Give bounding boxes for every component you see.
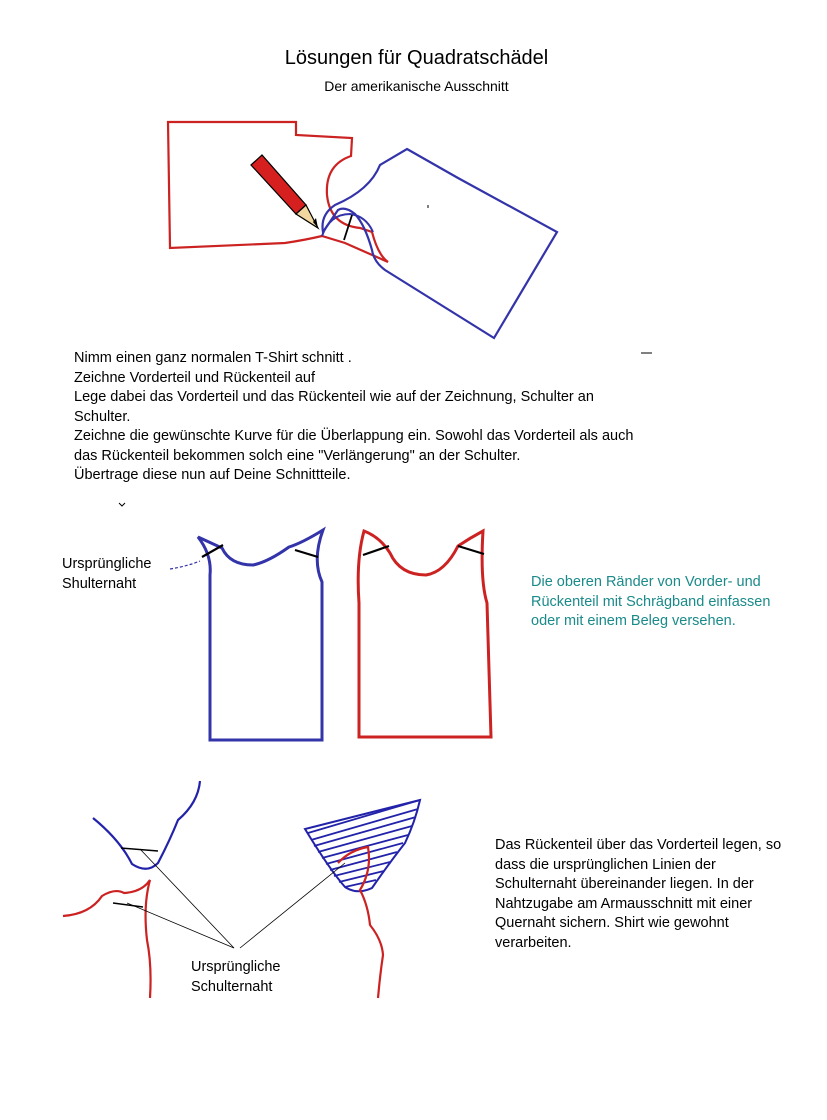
instruction-line: das Rückenteil bekommen solch eine "Verlängerung" an der Schulter.	[74, 447, 521, 464]
instruction-line: Zeichne die gewünschte Kurve für die Überlappung ein. Sowohl das Vorderteil als auch	[74, 428, 634, 444]
label-line: Ursprüngliche	[191, 959, 281, 975]
page-title: Lösungen für Quadratschädel	[284, 47, 549, 69]
pointer-line-1	[140, 849, 234, 948]
striped-overlap-detail	[305, 800, 420, 891]
instruction-line: Übertrage diese nun auf Deine Schnittteile.	[74, 467, 351, 483]
label-line: Shulternaht	[62, 575, 137, 592]
blue-shirt-piece	[198, 530, 323, 740]
label-pointer-top	[170, 561, 200, 569]
instruction-line: Zeichne Vorderteil und Rückenteil auf	[74, 369, 316, 386]
red-shoulder-mark-right	[458, 546, 484, 554]
shoulder-seam-label-bottom	[191, 958, 280, 997]
blue-shoulder-mark-right	[295, 550, 318, 557]
pencil-icon	[251, 155, 318, 228]
red-shirt-piece	[358, 531, 491, 737]
overlap-note: Das Rückenteil über das Vorderteil legen, so dass die ursprünglichen Linien der Schulternaht übereinander liegen. In der Nahtzugabe am Armausschnitt mit einer Quernaht sichern. Shirt wie gewohnt verarbeiten.	[495, 837, 782, 951]
label-line: Schulternaht	[191, 978, 273, 995]
red-shoulder-mark-left	[363, 546, 389, 555]
page-subtitle: Der amerikanische Ausschnitt	[324, 78, 509, 94]
instruction-line: Schulter.	[74, 408, 131, 425]
red-curve-detail	[63, 880, 151, 998]
pointer-line-2	[127, 903, 234, 948]
label-line: Ursprüngliche	[62, 556, 152, 572]
binding-note: Die oberen Ränder von Vorder- und Rückenteil mit Schrägband einfassen oder mit einem Beleg versehen.	[531, 574, 771, 629]
instructions-block	[74, 349, 754, 486]
pointer-line-3	[240, 863, 345, 948]
instruction-line: Nimm einen ganz normalen T-Shirt schnitt .	[74, 350, 352, 366]
shoulder-seam-label-top	[62, 555, 151, 594]
stray-mark	[119, 503, 125, 506]
blue-back-pattern	[323, 149, 558, 338]
blue-detail-seam	[121, 848, 158, 851]
overlap-seam-line	[344, 215, 352, 240]
instruction-line: Lege dabei das Vorderteil und das Rückenteil wie auf der Zeichnung, Schulter an	[74, 389, 594, 405]
